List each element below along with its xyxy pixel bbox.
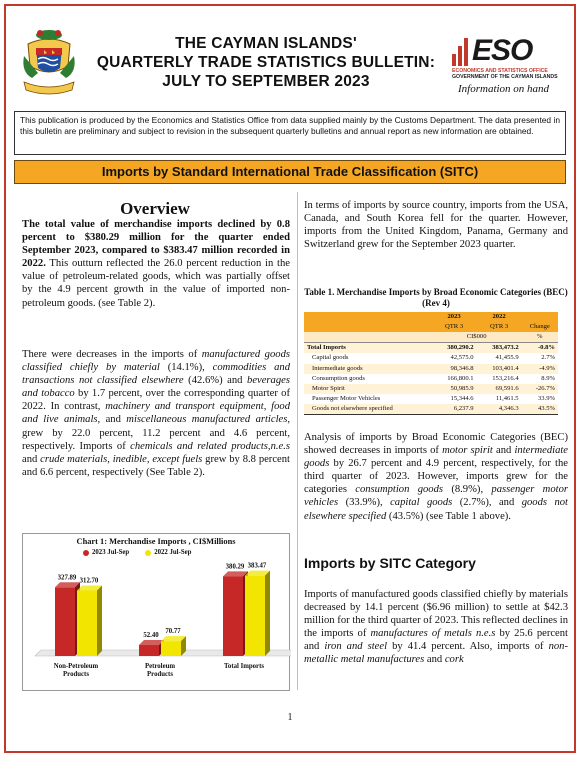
col-2022-quarter: QTR 3 bbox=[477, 322, 522, 332]
text-run: by 41.4 percent. Also, imports of bbox=[387, 641, 549, 653]
text-run: (8.9%), bbox=[443, 484, 492, 496]
bar-2022 bbox=[77, 590, 97, 656]
value-2023: 42,575.0 bbox=[432, 353, 477, 363]
table-row bbox=[304, 343, 558, 354]
value-2022: 41,455.9 bbox=[477, 353, 522, 363]
sitc-section-heading: Imports by SITC Category bbox=[304, 555, 476, 571]
title-line-1: THE CAYMAN ISLANDS' bbox=[175, 35, 357, 52]
overview-heading: Overview bbox=[120, 199, 190, 218]
legend-label: 2023 Jul-Sep bbox=[92, 549, 130, 556]
row-label: Motor Spirit bbox=[304, 384, 432, 394]
bar-2023 bbox=[55, 587, 75, 656]
text-run: by 26.7 percent and 4.9 percent, respectively, for the third quarter of 2023. However, imports grew for the categories bbox=[304, 458, 568, 496]
bar-chart-icon bbox=[452, 38, 470, 66]
italic-term: iron and steel bbox=[324, 641, 388, 653]
table-row bbox=[304, 364, 558, 374]
title-line-2: QUARTERLY TRADE STATISTICS BULLETIN: bbox=[96, 54, 436, 71]
sitc-paragraph bbox=[304, 588, 568, 667]
italic-term: non-metallic metal manufactures bbox=[304, 641, 568, 666]
unit-label: CI$000 bbox=[432, 332, 522, 343]
value-2023: 50,985.9 bbox=[432, 384, 477, 394]
chart-title: Chart 1: Merchandise Imports , CI$Millions bbox=[76, 537, 236, 546]
row-label: Goods not elsewhere specified bbox=[304, 404, 432, 415]
chart-plot bbox=[23, 534, 291, 692]
data-label: 383.47 bbox=[247, 562, 267, 570]
disclaimer-box: This publication is produced by the Economics and Statistics Office from data supplied mainly by the Customs Department. The data presented in this bulletin are preliminary and subject to revision in the subsequent quarterly bulletins and annual report as new information are obtained. bbox=[14, 111, 566, 155]
bar-2023 bbox=[139, 645, 159, 656]
italic-term: passenger motor vehicles bbox=[304, 484, 568, 509]
value-2023: 15,344.6 bbox=[432, 394, 477, 404]
text-run: and bbox=[492, 445, 515, 457]
row-label: Passenger Motor Vehicles bbox=[304, 394, 432, 404]
table-1 bbox=[304, 312, 558, 415]
table-row bbox=[304, 394, 558, 404]
table-1-title: Table 1. Merchandise Imports by Broad Economic Categories (BEC) (Rev 4) bbox=[304, 287, 568, 308]
text-run: Analysis of imports by Broad Economic Categories (BEC) showed decreases in imports of bbox=[304, 432, 568, 457]
text-run: (43.5%) (see Table 1 above). bbox=[386, 510, 511, 522]
value-change: 2.7% bbox=[522, 353, 558, 363]
italic-term: manufactured goods classified chiefly by material bbox=[22, 349, 290, 374]
bar-2022 bbox=[161, 641, 181, 656]
value-2022: 383,473.2 bbox=[477, 343, 522, 354]
italic-term: intermediate goods bbox=[304, 445, 569, 470]
page-number: 1 bbox=[287, 712, 293, 723]
italic-term: commodities and transactions not classified elsewhere bbox=[22, 362, 290, 387]
text-run: and bbox=[424, 654, 445, 666]
table-subheader-row bbox=[304, 322, 558, 332]
chart-1 bbox=[22, 533, 290, 691]
text-run: (2.7%), and bbox=[452, 497, 522, 509]
text-run: and bbox=[100, 414, 127, 426]
legend-label: 2022 Jul-Sep bbox=[154, 549, 192, 556]
bar-2022 bbox=[245, 576, 265, 656]
category-label: Total Imports bbox=[224, 663, 264, 670]
bar-side bbox=[97, 585, 102, 656]
text-run: (42.6%) and bbox=[183, 375, 248, 387]
value-2023: 380,290.2 bbox=[432, 343, 477, 354]
table-row bbox=[304, 404, 558, 415]
value-2022: 69,591.6 bbox=[477, 384, 522, 394]
overview-paragraph-2 bbox=[22, 348, 290, 479]
value-change: 33.9% bbox=[522, 394, 558, 404]
eso-wordmark: ESO bbox=[472, 34, 533, 67]
data-label: 327.89 bbox=[57, 574, 77, 582]
value-change: -26.7% bbox=[522, 384, 558, 394]
eso-logo bbox=[452, 32, 570, 95]
column-divider bbox=[297, 192, 298, 690]
value-change: -4.9% bbox=[522, 364, 558, 374]
overview-paragraph-1 bbox=[22, 218, 290, 310]
category-label: Petroleum Products bbox=[144, 663, 176, 678]
value-2022: 153,216.4 bbox=[477, 374, 522, 384]
overview-lead: The total value of merchandise imports declined by 0.8 percent to $380.29 million for the quarter ended September 2023, compared to $383.47 million recorded in 2022. bbox=[22, 219, 290, 270]
italic-term: consumption goods bbox=[355, 484, 444, 496]
italic-term: crude materials, inedible, except fuels bbox=[40, 453, 203, 465]
text-run: (33.9%), bbox=[338, 497, 391, 509]
table-row bbox=[304, 353, 558, 363]
italic-term: miscellaneous manufactured articles bbox=[126, 414, 288, 426]
eso-subtitle-1: ECONOMICS AND STATISTICS OFFICE bbox=[452, 68, 548, 74]
italic-term: motor spirit bbox=[442, 445, 493, 457]
text-run: grew by 8.8 percent and 6.6 percent, respectively (See Table 2). bbox=[22, 453, 290, 478]
title-line-3: JULY TO SEPTEMBER 2023 bbox=[162, 73, 370, 90]
bar-2023 bbox=[223, 576, 243, 656]
data-label: 70.77 bbox=[165, 628, 181, 636]
table-row bbox=[304, 384, 558, 394]
italic-term: capital goods bbox=[390, 497, 453, 509]
col-2023: 2023 bbox=[432, 312, 477, 322]
table-unit-row bbox=[304, 332, 558, 343]
text-run: , grew by 22.0 percent, 11.2 percent and 4.6 percent, respectively. Imports of bbox=[22, 414, 291, 452]
source-country-paragraph: In terms of imports by source country, imports from the USA, Canada, and South Korea fell for the quarter. However, imports from the United Kingdom, Panama, Germany and Switzerland grew for the September 2023 quarter. bbox=[304, 200, 568, 251]
text-run: by 25.6 percent and bbox=[304, 628, 568, 653]
italic-term: cork bbox=[444, 654, 464, 666]
row-label: Consumption goods bbox=[304, 374, 432, 384]
bulletin-title bbox=[86, 34, 446, 91]
italic-term: machinery and transport equipment, food and live animals, bbox=[22, 401, 290, 426]
col-2022: 2022 bbox=[477, 312, 522, 322]
text-run: There were decreases in the imports of bbox=[22, 349, 202, 360]
italic-term: goods not elsewhere specified bbox=[304, 497, 568, 522]
table-header-row bbox=[304, 312, 558, 322]
row-label: Intermediate goods bbox=[304, 364, 432, 374]
value-change: 43.5% bbox=[522, 404, 558, 415]
col-2023-quarter: QTR 3 bbox=[432, 322, 477, 332]
data-label: 312.70 bbox=[79, 577, 99, 585]
section-banner: Imports by Standard International Trade Classification (SITC) bbox=[14, 160, 566, 184]
category-label: Non-Petroleum Products bbox=[53, 663, 99, 678]
text-run: and bbox=[22, 453, 41, 465]
table-row bbox=[304, 374, 558, 384]
coat-of-arms-icon bbox=[18, 26, 80, 104]
value-2022: 103,401.4 bbox=[477, 364, 522, 374]
text-run: Imports of manufactured goods classified chiefly by materials decreased by 14.1 percent ($6.96 million) to settle at $42.3 million for the third quarter of 2023. This reflected declines in the imports of bbox=[304, 589, 568, 640]
value-change: -0.8% bbox=[522, 343, 558, 354]
value-2023: 6,237.9 bbox=[432, 404, 477, 415]
value-2023: 98,346.8 bbox=[432, 364, 477, 374]
text-run: (14.1%), bbox=[159, 362, 213, 374]
row-label: Total Imports bbox=[304, 343, 432, 354]
italic-term: chemicals and related products,n.e.s bbox=[130, 440, 290, 452]
value-2023: 166,800.1 bbox=[432, 374, 477, 384]
eso-tagline: Information on hand bbox=[458, 83, 550, 95]
data-label: 380.29 bbox=[225, 563, 245, 571]
value-2022: 4,346.3 bbox=[477, 404, 522, 415]
text-run: by 1.7 percent, over the corresponding quarter of 2022. In contrast, bbox=[22, 388, 290, 413]
value-2022: 11,461.5 bbox=[477, 394, 522, 404]
bar-side bbox=[265, 571, 270, 656]
col-change: Change bbox=[522, 322, 558, 332]
data-label: 52.40 bbox=[143, 632, 159, 640]
overview-lead-rest: This outturn reflected the 26.0 percent reduction in the value of petroleum-related goods, which was partially offset by the 4.9 percent growth in the value of imported non-petroleum goods. (see Table 2). bbox=[22, 258, 290, 309]
italic-term: manufactures of metals n.e.s bbox=[370, 628, 496, 640]
value-change: 8.9% bbox=[522, 374, 558, 384]
italic-term: beverages and tobacco bbox=[22, 375, 290, 400]
bec-analysis-paragraph bbox=[304, 431, 568, 523]
row-label: Capital goods bbox=[304, 353, 432, 363]
pct-label: % bbox=[522, 332, 558, 343]
eso-subtitle-2: GOVERNMENT OF THE CAYMAN ISLANDS bbox=[452, 74, 558, 80]
